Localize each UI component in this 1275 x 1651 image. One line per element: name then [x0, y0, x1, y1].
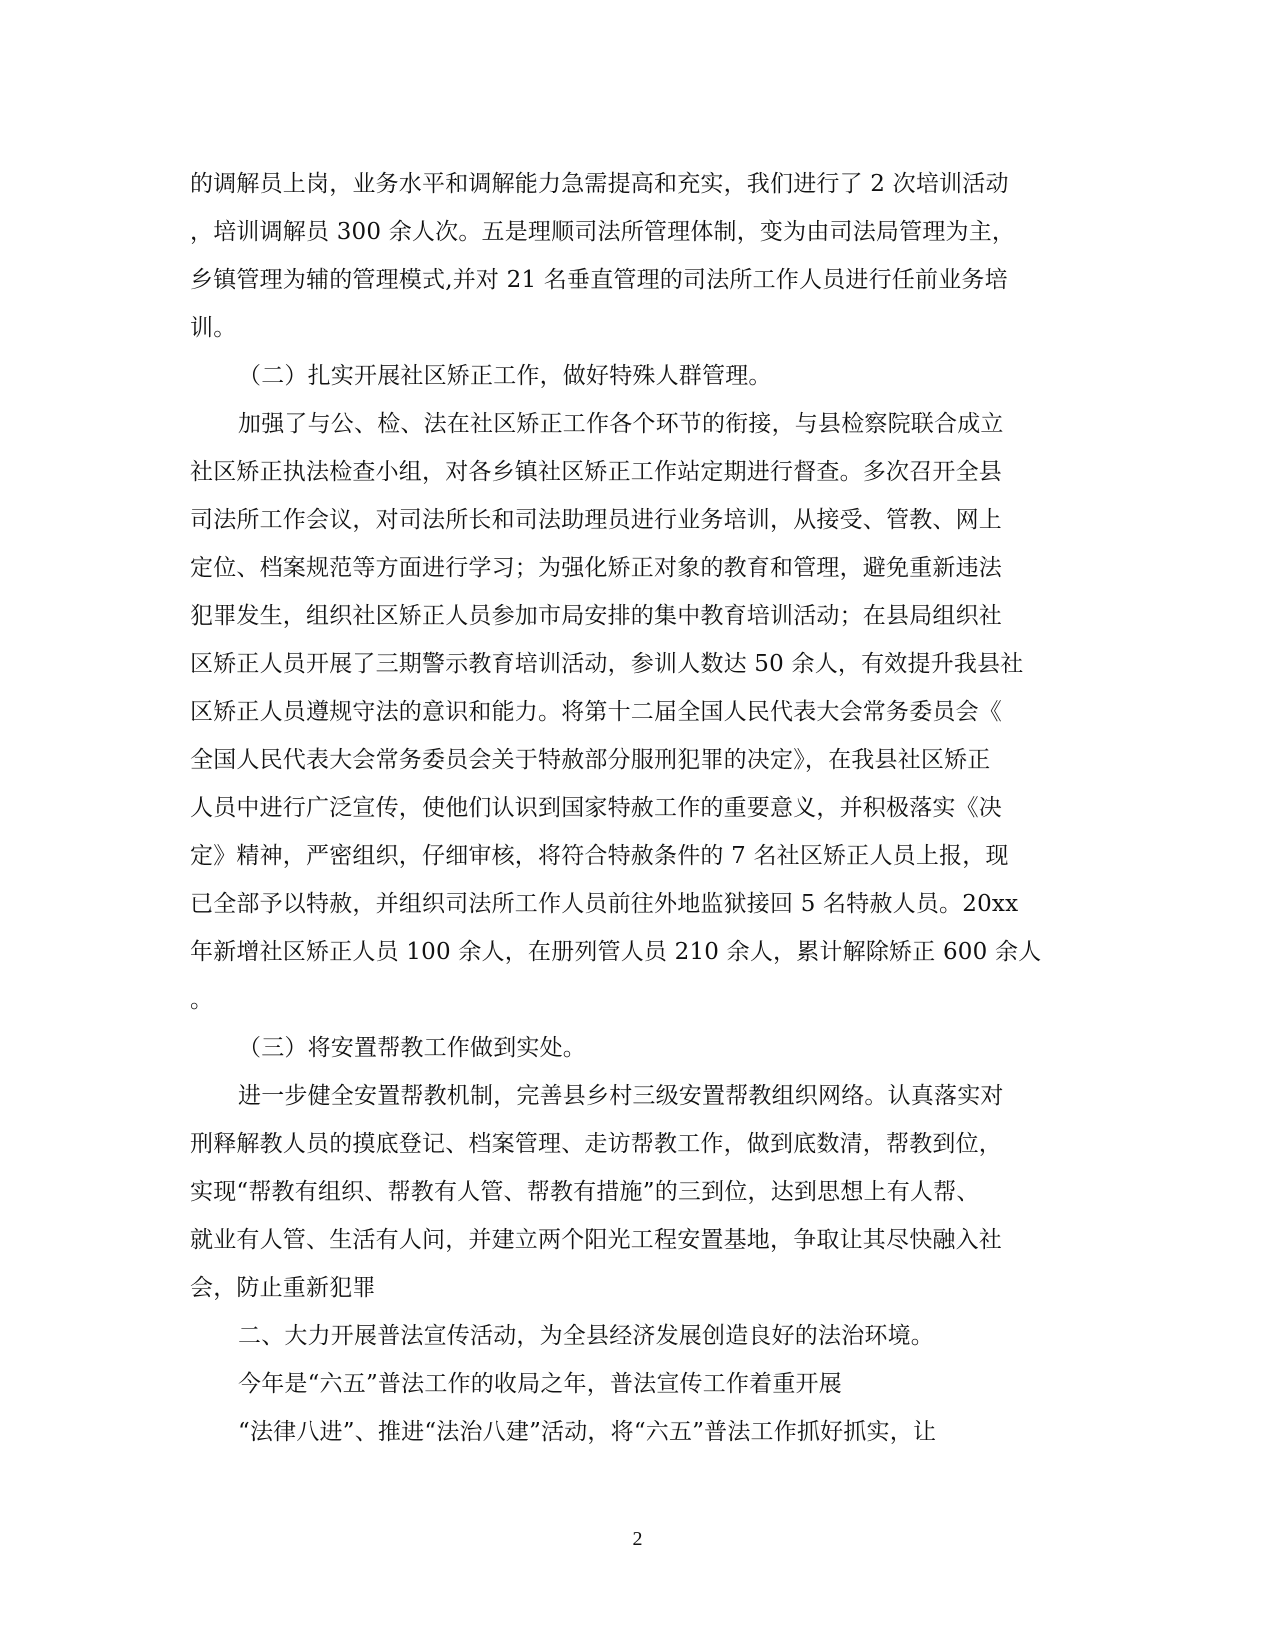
text-line: 刑释解教人员的摸底登记、档案管理、走访帮教工作，做到底数清，帮教到位，: [190, 1131, 1002, 1157]
text-line: 加强了与公、检、法在社区矫正工作各个环节的衔接，与县检察院联合成立: [238, 411, 1004, 437]
section-heading: 二、大力开展普法宣传活动，为全县经济发展创造良好的法治环境。: [238, 1323, 934, 1349]
text-line: 。: [190, 987, 214, 1013]
text-line: 社区矫正执法检查小组，对各乡镇社区矫正工作站定期进行督查。多次召开全县: [190, 459, 1002, 485]
text-line: 实现“帮教有组织、帮教有人管、帮教有措施”的三到位，达到思想上有人帮、: [190, 1179, 980, 1205]
text-line: 进一步健全安置帮教机制，完善县乡村三级安置帮教组织网络。认真落实对: [238, 1083, 1004, 1109]
text-line: 人员中进行广泛宣传，使他们认识到国家特赦工作的重要意义，并积极落实《决: [190, 795, 1002, 821]
text-line: 的调解员上岗，业务水平和调解能力急需提高和充实，我们进行了 2 次培训活动: [190, 171, 1009, 197]
text-line: 全国人民代表大会常务委员会关于特赦部分服刑犯罪的决定》，在我县社区矫正: [190, 747, 991, 773]
text-line: ，培训调解员 300 余人次。五是理顺司法所管理体制，变为由司法局管理为主，: [190, 219, 1016, 245]
text-line: 训。: [190, 315, 237, 341]
text-line: 定位、档案规范等方面进行学习；为强化矫正对象的教育和管理，避免重新违法: [190, 555, 1002, 581]
text-line: 今年是“六五”普法工作的收局之年，普法宣传工作着重开展: [238, 1371, 842, 1397]
body-text: [190, 160, 1070, 1456]
text-line: 已全部予以特赦，并组织司法所工作人员前往外地监狱接回 5 名特赦人员。20xx: [190, 891, 1019, 917]
text-line: 会，防止重新犯罪: [190, 1275, 376, 1301]
text-line: 定》精神，严密组织，仔细审核，将符合特赦条件的 7 名社区矫正人员上报，现: [190, 843, 1009, 869]
text-line: “法律八进”、推进“法治八建”活动，将“六五”普法工作抓好抓实，让: [238, 1419, 937, 1445]
text-line: 就业有人管、生活有人问，并建立两个阳光工程安置基地，争取让其尽快融入社: [190, 1227, 1002, 1253]
text-line: 司法所工作会议，对司法所长和司法助理员进行业务培训，从接受、管教、网上: [190, 507, 1002, 533]
text-line: 乡镇管理为辅的管理模式,并对 21 名垂直管理的司法所工作人员进行任前业务培: [190, 267, 1008, 293]
section-heading: （三）将安置帮教工作做到实处。: [238, 1035, 586, 1061]
text-line: 区矫正人员开展了三期警示教育培训活动，参训人数达 50 余人，有效提升我县社: [190, 651, 1024, 677]
text-line: 年新增社区矫正人员 100 余人，在册列管人员 210 余人，累计解除矫正 600 余人: [190, 939, 1042, 965]
page-number: 2: [632, 1528, 643, 1550]
text-line: 犯罪发生，组织社区矫正人员参加市局安排的集中教育培训活动；在县局组织社: [190, 603, 1002, 629]
section-heading: （二）扎实开展社区矫正工作，做好特殊人群管理。: [238, 363, 772, 389]
text-line: 区矫正人员遵规守法的意识和能力。将第十二届全国人民代表大会常务委员会《: [190, 699, 1002, 725]
